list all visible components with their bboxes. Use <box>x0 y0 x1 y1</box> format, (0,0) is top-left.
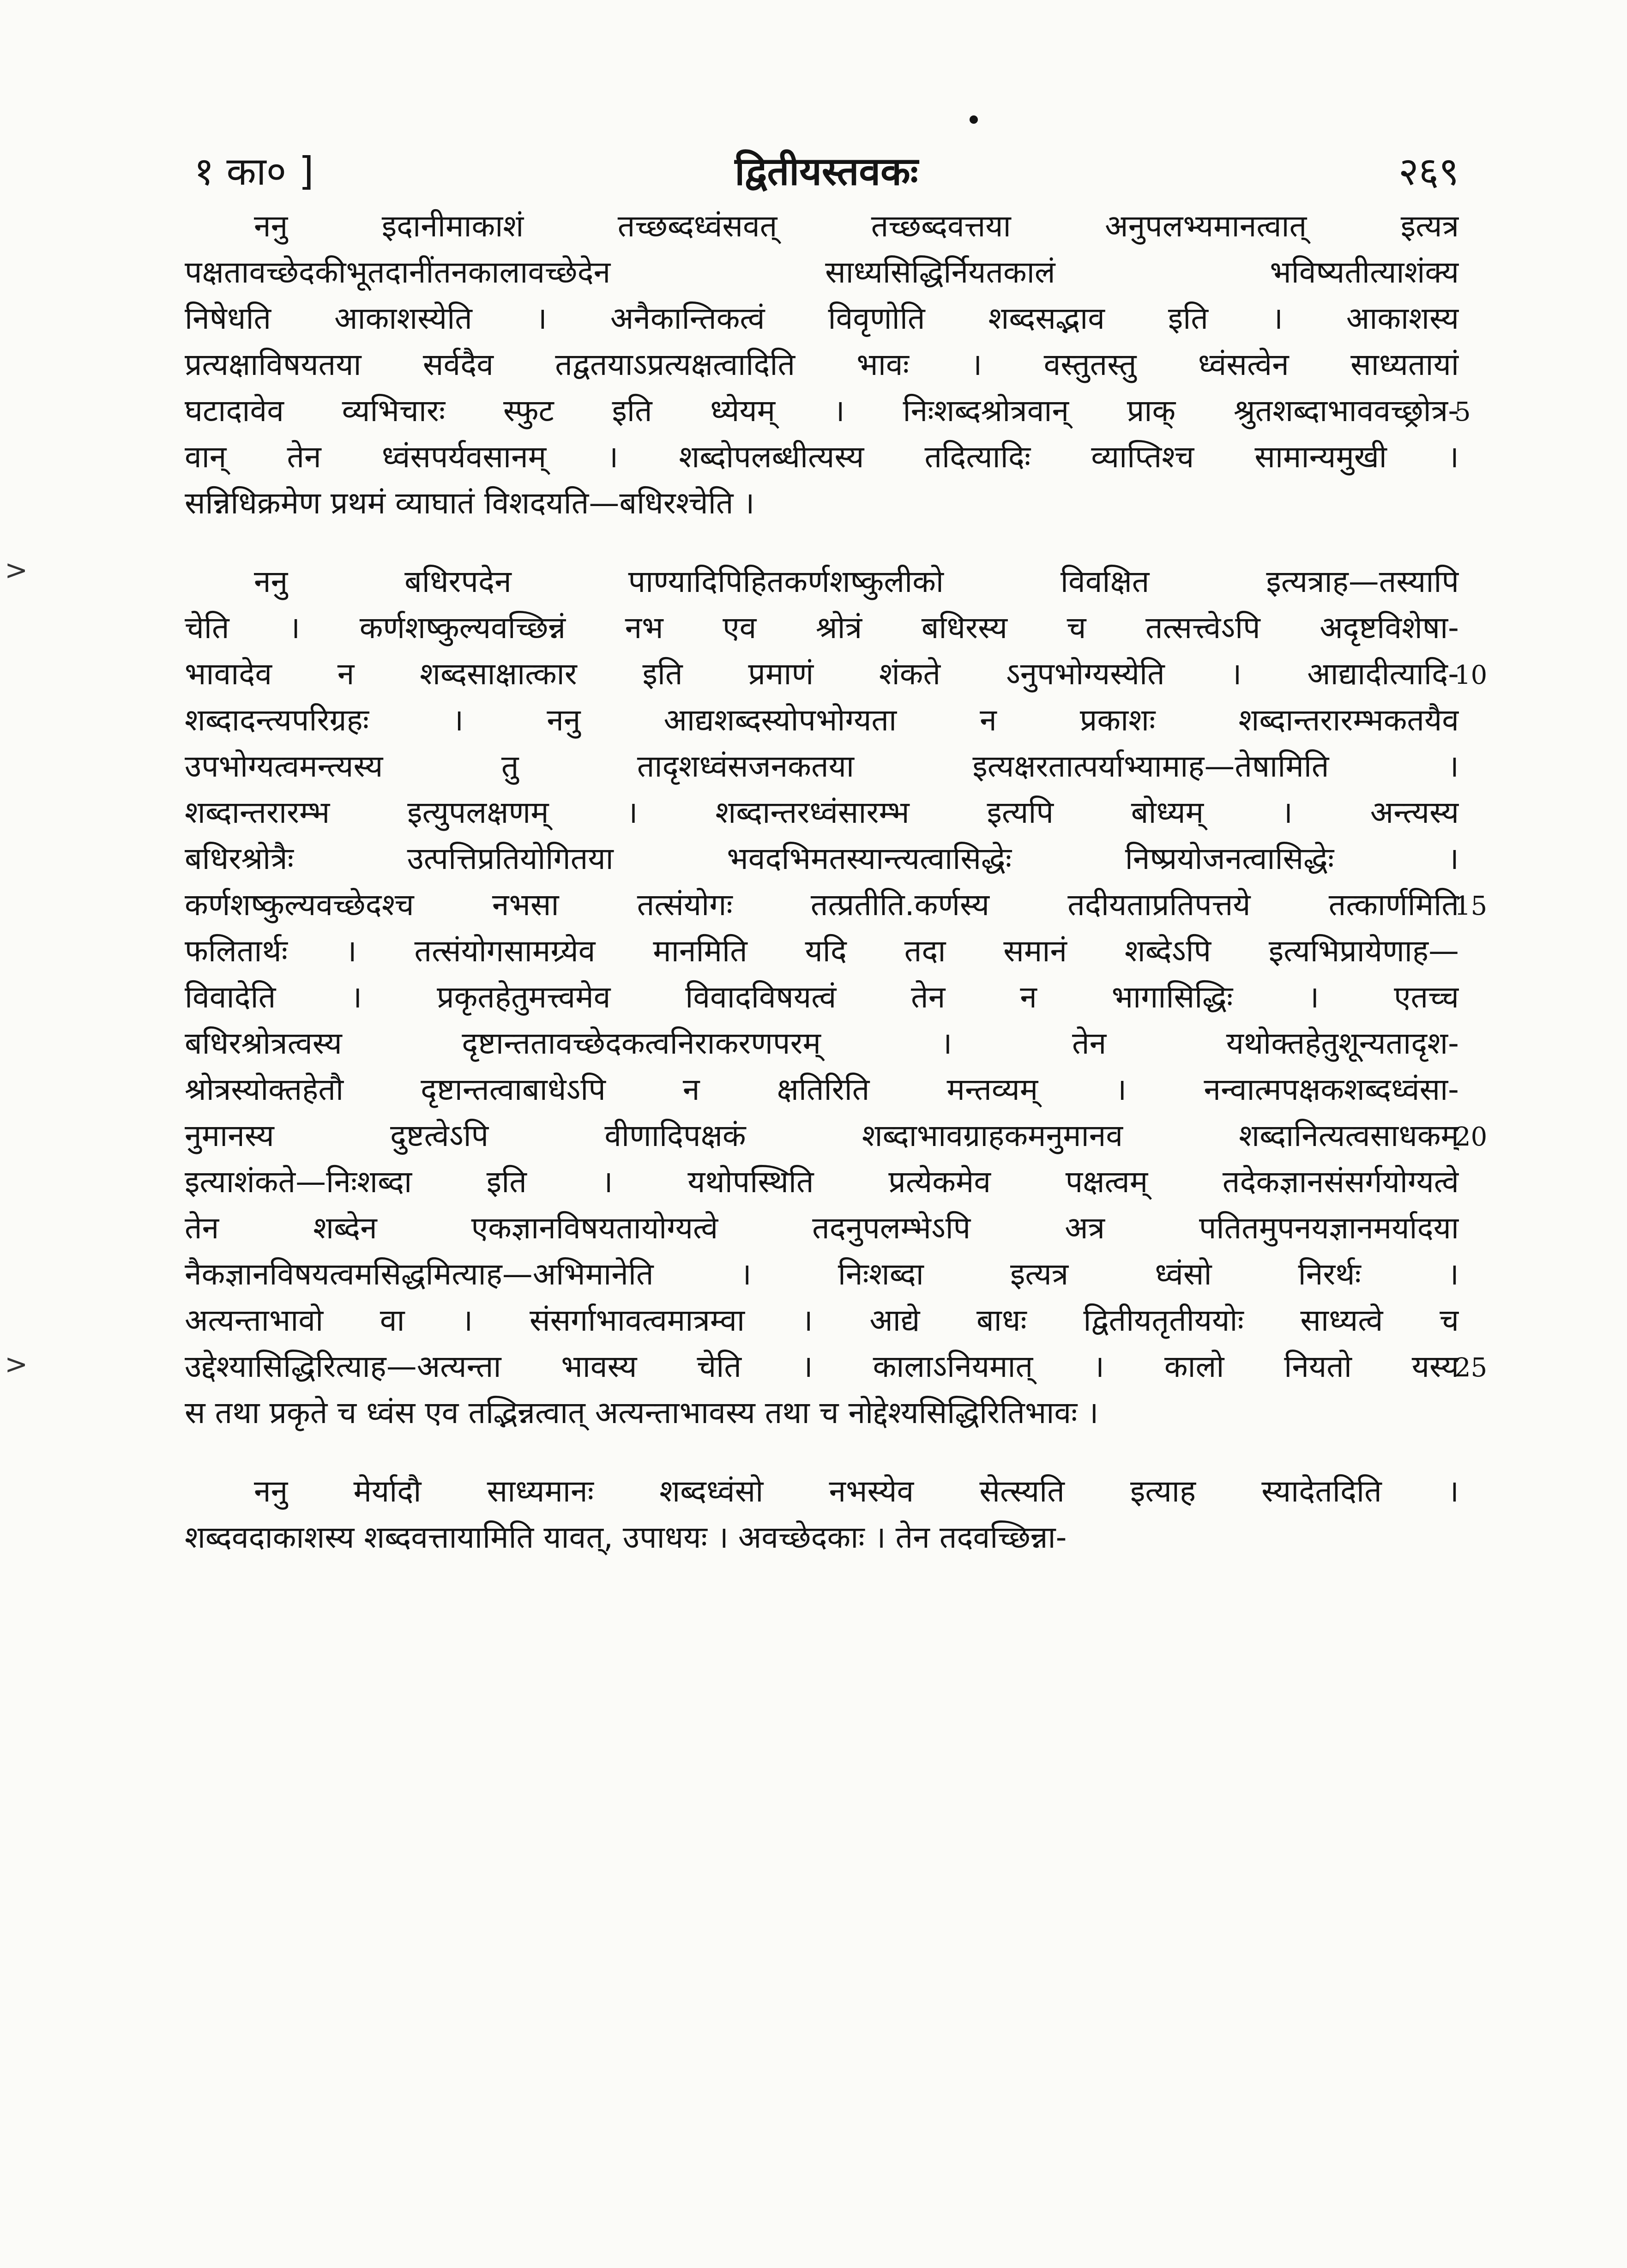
margin-line-number: 10 <box>1454 660 1488 690</box>
body-text <box>185 203 1459 1561</box>
margin-line-number: 5 <box>1454 397 1471 427</box>
text-line: शब्दवदाकाशस्य शब्दवत्तायामिति यावत्, उपाधयः । अवच्छेदकाः । तेन तदवच्छिन्ना- <box>185 1520 1067 1555</box>
paragraph <box>185 559 1459 1436</box>
text-line: नैकज्ञानविषयत्वमसिद्धमित्याह—अभिमानेति । निःशब्दा इत्यत्र ध्वंसो निरर्थः । <box>185 1256 1459 1292</box>
text-line: निषेधति आकाशस्येति । अनैकान्तिकत्वं विवृणोति शब्दसद्भाव इति । आकाशस्य <box>185 301 1459 336</box>
text-line: कर्णशष्कुल्यवच्छेदश्च नभसा तत्संयोगः तत्प्रतीति.कर्णस्य तदीयताप्रतिपत्तये तत्कार्णमिति <box>185 887 1459 923</box>
text-line: ननु इदानीमाकाशं तच्छब्दध्वंसवत् तच्छब्दवत्तया अनुपलभ्यमानत्वात् इत्यत्र <box>254 208 1459 244</box>
margin-line-number: 25 <box>1454 1353 1488 1383</box>
text-line: नुमानस्य दुष्टत्वेऽपि वीणादिपक्षकं शब्दाभावग्राहकमनुमानव शब्दानित्यत्वसाधकम् <box>185 1118 1459 1153</box>
text-line: फलितार्थः । तत्संयोगसामग्र्येव मानमिति यदि तदा समानं शब्देऽपि इत्यभिप्रायेणाह— <box>185 933 1459 969</box>
paragraph-gap <box>185 1436 1459 1468</box>
margin-line-number: 20 <box>1454 1122 1488 1152</box>
text-line: उपभोग्यत्वमन्त्यस्य तु तादृशध्वंसजनकतया इत्यक्षरतात्पर्याभ्यामाह—तेषामिति । <box>185 748 1459 784</box>
text-line: वान् तेन ध्वंसपर्यवसानम् । शब्दोपलब्धीत्यस्य तदित्यादिः व्याप्तिश्च सामान्यमुखी । <box>185 439 1459 475</box>
margin-mark: > <box>5 554 28 586</box>
margin-mark: > <box>5 1348 28 1381</box>
margin-line-number: 15 <box>1454 891 1488 921</box>
text-line: ननु मेर्यादौ साध्यमानः शब्दध्वंसो नभस्येव सेत्स्यति इत्याह स्यादेतदिति । <box>254 1473 1459 1509</box>
text-line: बधिरश्रोत्रत्वस्य दृष्टान्ततावच्छेदकत्वनिराकरणपरम् । तेन यथोक्तहेतुशून्यतादृश- <box>185 1025 1459 1061</box>
text-line: उद्देश्यासिद्धिरित्याह—अत्यन्ता भावस्य चेति । कालाऽनियमात् । कालो नियतो यस्य <box>185 1349 1459 1384</box>
paragraph <box>185 203 1459 526</box>
text-line: प्रत्यक्षाविषयतया सर्वदैव तद्वतयाऽप्रत्यक्षत्वादिति भावः । वस्तुतस्तु ध्वंसत्वेन साध्यतायां <box>185 347 1459 382</box>
ink-dot <box>970 115 978 124</box>
paragraph <box>185 1468 1459 1561</box>
text-line: भावादेव न शब्दसाक्षात्कार इति प्रमाणं शंकते ऽनुपभोग्यस्येति । आद्यादीत्यादि- <box>185 656 1459 692</box>
text-line: विवादेति । प्रकृतहेतुमत्त्वमेव विवादविषयत्वं तेन न भागासिद्धिः । एतच्च <box>185 979 1459 1015</box>
text-line: अत्यन्ताभावो वा । संसर्गाभावत्वमात्रम्वा । आद्ये बाधः द्वितीयतृतीययोः साध्यत्वे च <box>185 1303 1459 1338</box>
text-line: इत्याशंकते—निःशब्दा इति । यथोपस्थिति प्रत्येकमेव पक्षत्वम् तदेकज्ञानसंसर्गयोग्यत्वे <box>185 1164 1459 1200</box>
header-section: १ का० ] <box>194 149 314 194</box>
text-line: बधिरश्रोत्रैः उत्पत्तिप्रतियोगितया भवदभिमतस्यान्त्यत्वासिद्धेः निष्प्रयोजनत्वासिद्धेः । <box>185 841 1459 876</box>
header-title: द्वितीयस्तवकः <box>735 149 918 194</box>
text-line: चेति । कर्णशष्कुल्यवच्छिन्नं नभ एव श्रोत्रं बधिरस्य च तत्सत्त्वेऽपि अदृष्टविशेषा- <box>185 610 1459 645</box>
text-line: तेन शब्देन एकज्ञानविषयतायोग्यत्वे तदनुपलम्भेऽपि अत्र पतितमुपनयज्ञानमर्यादया <box>185 1210 1459 1246</box>
text-line: सन्निधिक्रमेण प्रथमं व्याघातं विशदयति—बधिरश्चेति । <box>185 485 755 521</box>
running-header <box>194 134 1459 199</box>
page-number: २६९ <box>1398 149 1459 194</box>
text-line: घटादावेव व्यभिचारः स्फुट इति ध्येयम् । निःशब्दश्रोत्रवान् प्राक् श्रुतशब्दाभाववच्छ्रोत्र- <box>185 393 1459 428</box>
text-line: स तथा प्रकृते च ध्वंस एव तद्भिन्नत्वात् अत्यन्ताभावस्य तथा च नोद्देश्यसिद्धिरितिभावः । <box>185 1395 1099 1430</box>
text-line: शब्दान्तरारम्भ इत्युपलक्षणम् । शब्दान्तरध्वंसारम्भ इत्यपि बोध्यम् । अन्त्यस्य <box>185 795 1459 830</box>
text-line: शब्दादन्त्यपरिग्रहः । ननु आद्यशब्दस्योपभोग्यता न प्रकाशः शब्दान्तरारम्भकतयैव <box>185 702 1459 738</box>
text-line: ननु बधिरपदेन पाण्यादिपिहितकर्णशष्कुलीको विवक्षित इत्यत्राह—तस्यापि <box>254 564 1459 599</box>
text-line: श्रोत्रस्योक्तहेतौ दृष्टान्तत्वाबाधेऽपि न क्षतिरिति मन्तव्यम् । नन्वात्मपक्षकशब्दध्वंसा- <box>185 1072 1459 1107</box>
text-line: पक्षतावच्छेदकीभूतदानींतनकालावच्छेदेन साध्यसिद्धिर्नियतकालं भविष्यतीत्याशंक्य <box>185 254 1459 290</box>
paragraph-gap <box>185 526 1459 559</box>
